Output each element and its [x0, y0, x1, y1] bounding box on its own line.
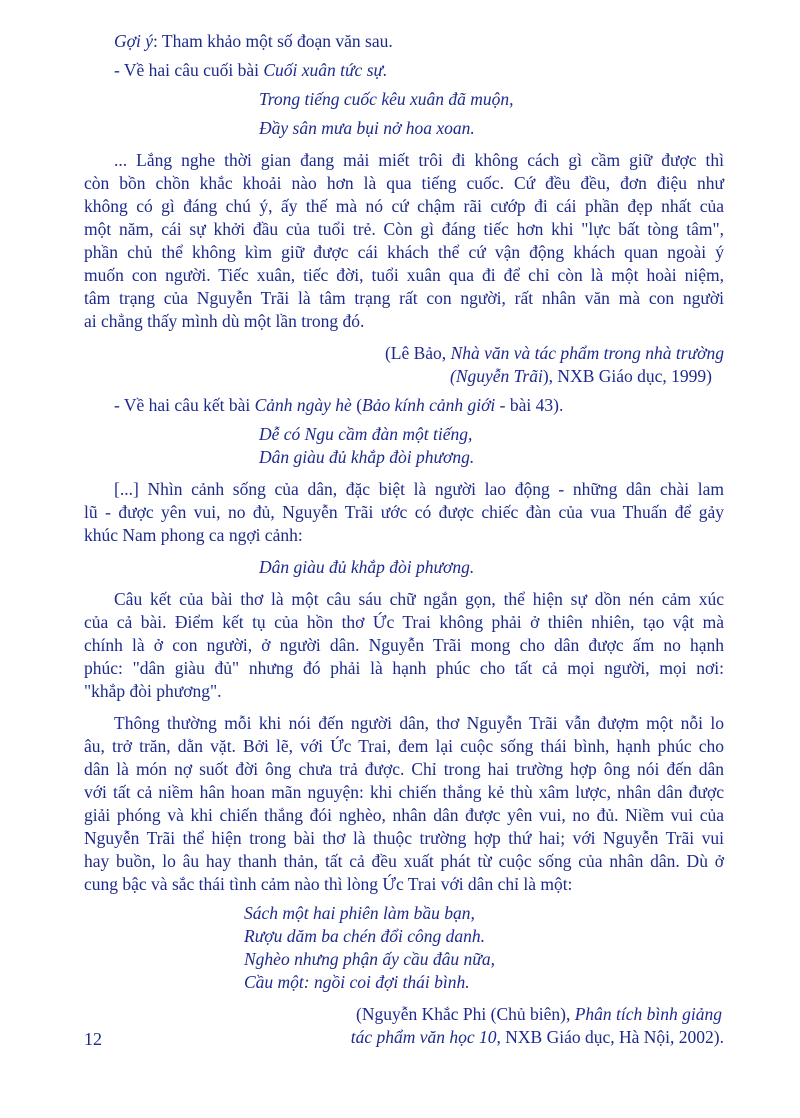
- hint-line: [84, 30, 724, 53]
- paragraph-line: "khắp đòi phương".: [84, 681, 222, 701]
- verse-line: Rượu dăm ba chén đổi công danh.: [244, 926, 486, 946]
- paragraph-line: cung bậc và sắc thái tình cảm nào thì lòng Ức Trai với dân chỉ là một:: [84, 874, 573, 894]
- section2-intro-prefix: - Về hai câu kết bài: [114, 395, 255, 415]
- paragraph-line: dân là món nợ suốt đời ông chưa trả được. Chỉ trong hai trường hợp ông nói đến dân: [84, 759, 724, 779]
- section1-intro: [84, 59, 724, 82]
- paragraph-line: ... Lắng nghe thời gian đang mải miết trôi đi không cách gì cầm giữ được thì: [114, 150, 724, 170]
- paragraph-line: không có gì đáng chú ý, ấy thế mà nó cứ chậm rãi cướp đi cái phần đẹp nhất của: [84, 196, 724, 216]
- section1-citation: [84, 342, 724, 388]
- paragraph-line: Câu kết của bài thơ là một câu sáu chữ ngắn gọn, thể hiện sự dồn nén cảm xúc: [114, 589, 724, 609]
- paragraph-line: chính là ở con người, ở người dân. Nguyễn Trãi mong cho dân được ấm no hạnh: [84, 635, 724, 655]
- section2-intro-mid: (: [351, 395, 363, 415]
- verse-line: Nghèo nhưng phận ấy cầu đâu nữa,: [244, 949, 495, 969]
- paragraph-line: giải phóng và khi chiến thắng đói nghèo, nhân dân được yên vui, no đủ. Niềm vui của: [84, 805, 724, 825]
- citation-line: [84, 1026, 724, 1049]
- paragraph-line: với tất cả niềm hân hoan mãn nguyện: khi chiến thắng kẻ thù xâm lược, nhân dân được: [84, 782, 724, 802]
- section2-paragraph1: [84, 478, 724, 547]
- section2-intro-title: Cảnh ngày hè: [254, 395, 352, 415]
- paragraph-line: một năm, cái sự khởi đầu của tuổi trẻ. Còn gì đáng tiếc hơn khi "lực bất tòng tâm",: [84, 219, 724, 239]
- section2-citation: [84, 1003, 724, 1049]
- paragraph-line: lũ - được yên vui, no đủ, Nguyễn Trãi ước có được chiếc đàn của vua Thuấn để gảy: [84, 502, 724, 522]
- verse-line: Đầy sân mưa bụi nở hoa xoan.: [259, 118, 475, 138]
- paragraph-line: Nguyễn Trãi thể hiện trong bài thơ là thuộc trường hợp thứ hai; với Nguyễn Trãi vui: [84, 828, 724, 848]
- section2-paragraph3: [84, 712, 724, 896]
- paragraph-line: phúc: "dân giàu đủ" nhưng đó phải là hạnh phúc cho tất cả mọi người, mọi nơi:: [84, 658, 724, 678]
- verse-line: Dân giàu đủ khắp đòi phương.: [259, 447, 475, 467]
- paragraph-line: phần chủ thể không kìm giữ được cái khách thể cứ vận động khách quan ngoài ý: [84, 242, 724, 262]
- page-number: 12: [84, 1029, 102, 1049]
- verse-line: Dễ có Ngu cầm đàn một tiếng,: [259, 424, 473, 444]
- section1-paragraph: [84, 149, 724, 333]
- paragraph-line: muốn con người. Tiếc xuân, tiếc đời, tuổi xuân qua đi để chỉ còn là một hoài niệm,: [84, 265, 724, 285]
- hint-label: Gợi ý: [114, 31, 153, 51]
- citation-title: Phân tích bình giảng: [574, 1004, 722, 1024]
- section2-intro: [84, 394, 724, 417]
- verse-line: Cầu một: ngồi coi đợi thái bình.: [244, 972, 470, 992]
- section1-intro-prefix: - Về hai câu cuối bài: [114, 60, 264, 80]
- paragraph-line: khúc Nam phong ca ngợi cảnh:: [84, 525, 303, 545]
- section1-verse: [84, 88, 724, 140]
- verse-line: Sách một hai phiên làm bầu bạn,: [244, 903, 475, 923]
- section2-verse: [84, 423, 724, 469]
- citation-title: Nhà văn và tác phẩm trong nhà trường: [450, 343, 724, 363]
- verse-line: Trong tiếng cuốc kêu xuân đã muộn,: [259, 89, 514, 109]
- section2-intro-suffix: - bài 43).: [495, 395, 564, 415]
- paragraph-line: còn bồn chồn khắc khoải nào hơn là qua tiếng cuốc. Cứ đều đều, đơn điệu như: [84, 173, 724, 193]
- citation-title: (Nguyễn Trãi: [450, 366, 543, 386]
- citation-publisher: ), NXB Giáo dục, 1999): [542, 366, 712, 386]
- paragraph-line: âu, trở trăn, dằn vặt. Bởi lẽ, với Ức Trai, đem lại cuộc sống thái bình, hạnh phúc cho: [84, 736, 724, 756]
- citation-line: [84, 365, 724, 388]
- paragraph-line: ai chẳng thấy mình dù một lần trong đó.: [84, 311, 365, 331]
- paragraph-line: của cả bài. Điểm kết tụ của hồn thơ Ức Trai không phải ở thiên nhiên, tạo vật mà: [84, 612, 724, 632]
- paragraph-line: tâm trạng của Nguyễn Trãi là tâm trạng rất con người, rất nhân văn mà con người: [84, 288, 724, 308]
- section1-intro-title: Cuối xuân tức sự.: [263, 60, 388, 80]
- section2-paragraph2: [84, 588, 724, 703]
- citation-author: (Nguyễn Khắc Phi (Chủ biên),: [356, 1004, 575, 1024]
- paragraph-line: Thông thường mỗi khi nói đến người dân, thơ Nguyễn Trãi vẫn đượm một nỗi lo: [114, 713, 724, 733]
- paragraph-line: [...] Nhìn cảnh sống của dân, đặc biệt là người lao động - những dân chài lam: [114, 479, 724, 499]
- verse-line: Dân giàu đủ khắp đòi phương.: [259, 557, 475, 577]
- citation-title: tác phẩm văn học 10: [350, 1027, 497, 1047]
- page-content: [84, 30, 724, 1049]
- citation-line: [84, 342, 724, 365]
- citation-line: [84, 1003, 724, 1026]
- citation-publisher: , NXB Giáo dục, Hà Nội, 2002).: [496, 1027, 724, 1047]
- section2-intro-source: Bảo kính cảnh giới: [362, 395, 496, 415]
- section2-final-verse: [84, 902, 724, 994]
- citation-author: (Lê Bảo,: [384, 343, 451, 363]
- hint-text: : Tham khảo một số đoạn văn sau.: [152, 31, 393, 51]
- paragraph-line: hay buồn, lo âu hay thanh thản, tất cả đều xuất phát từ cuộc sống của nhân dân. Dù ở: [84, 851, 724, 871]
